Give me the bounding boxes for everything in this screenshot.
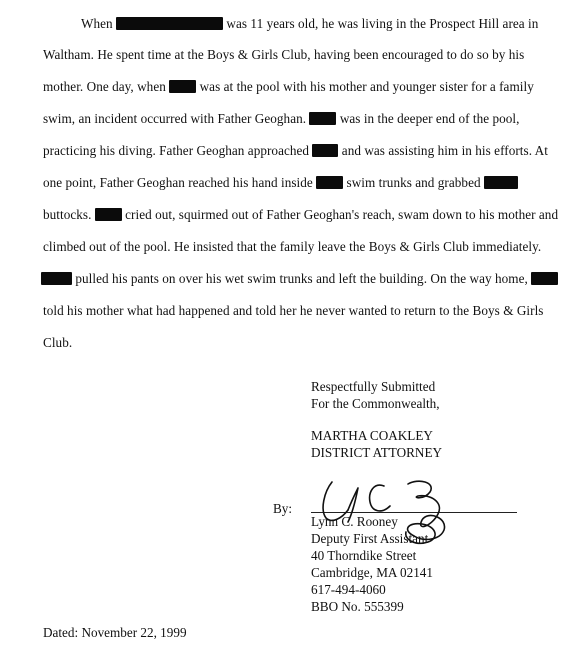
body-text: swim trunks and grabbed [346, 175, 481, 190]
body-text: buttocks. [43, 207, 92, 222]
body-text: was at the pool with his mother and younger sister for a family [199, 79, 534, 94]
body-text: practicing his diving. Father Geoghan approached [43, 143, 310, 158]
signer-street: 40 Thorndike Street [311, 548, 417, 563]
body-line-3 [43, 79, 534, 95]
signer-name: Lynn C. Rooney [311, 514, 398, 529]
da-title: DISTRICT ATTORNEY [311, 445, 443, 460]
body-line-10 [43, 303, 543, 319]
body-text: one point, Father Geoghan reached his hand inside [43, 175, 313, 190]
body-line-6 [43, 175, 518, 191]
signer-title: Deputy First Assistant [311, 531, 429, 546]
date-line: Dated: November 22, 1999 [43, 625, 187, 640]
body-text: mother. One day, when [43, 79, 166, 94]
body-text: and was assisting him in his efforts. At [341, 143, 548, 158]
body-line-1 [81, 16, 538, 32]
body-line-9 [41, 271, 558, 287]
by-label: By: [273, 501, 293, 516]
redaction-bar [316, 176, 343, 189]
signer-phone: 617-494-4060 [311, 582, 386, 597]
redaction-bar [312, 144, 338, 157]
redaction-bar [531, 272, 558, 285]
body-text: was in the deeper end of the pool, [339, 111, 520, 126]
body-text: cried out, squirmed out of Father Geoghan's reach, swam down to his mother and [125, 207, 559, 222]
closing-line: For the Commonwealth, [311, 396, 440, 411]
redaction-bar [95, 208, 122, 221]
signer-block [311, 513, 433, 615]
body-text: climbed out of the pool. He insisted that the family leave the Boys & Girls Club immediately. [43, 239, 542, 254]
redaction-bar [484, 176, 518, 189]
body-text: pulled his pants on over his wet swim trunks and left the building. On the way home, [75, 271, 528, 286]
body-line-2 [43, 47, 524, 63]
redaction-bar [169, 80, 196, 93]
redaction-bar [116, 17, 223, 30]
redaction-bar [309, 112, 336, 125]
body-text: swim, an incident occurred with Father Geoghan. [43, 111, 307, 126]
signer-bbo: BBO No. 555399 [311, 599, 404, 614]
district-attorney-block [311, 427, 442, 461]
body-text: When [81, 16, 113, 31]
closing-line: Respectfully Submitted [311, 379, 436, 394]
body-text: Club. [43, 335, 73, 350]
body-text: Waltham. He spent time at the Boys & Girls Club, having been encouraged to do so by his [43, 47, 525, 62]
redaction-bar [41, 272, 72, 285]
body-line-11 [43, 335, 72, 351]
body-line-8 [43, 239, 541, 255]
body-line-4 [43, 111, 520, 127]
signer-city: Cambridge, MA 02141 [311, 565, 433, 580]
body-text: was 11 years old, he was living in the Prospect Hill area in [226, 16, 539, 31]
da-name: MARTHA COAKLEY [311, 428, 433, 443]
body-line-7 [43, 207, 558, 223]
body-line-5 [43, 143, 548, 159]
body-text: told his mother what had happened and told her he never wanted to return to the Boys & Girls [43, 303, 544, 318]
closing-block [311, 378, 440, 412]
